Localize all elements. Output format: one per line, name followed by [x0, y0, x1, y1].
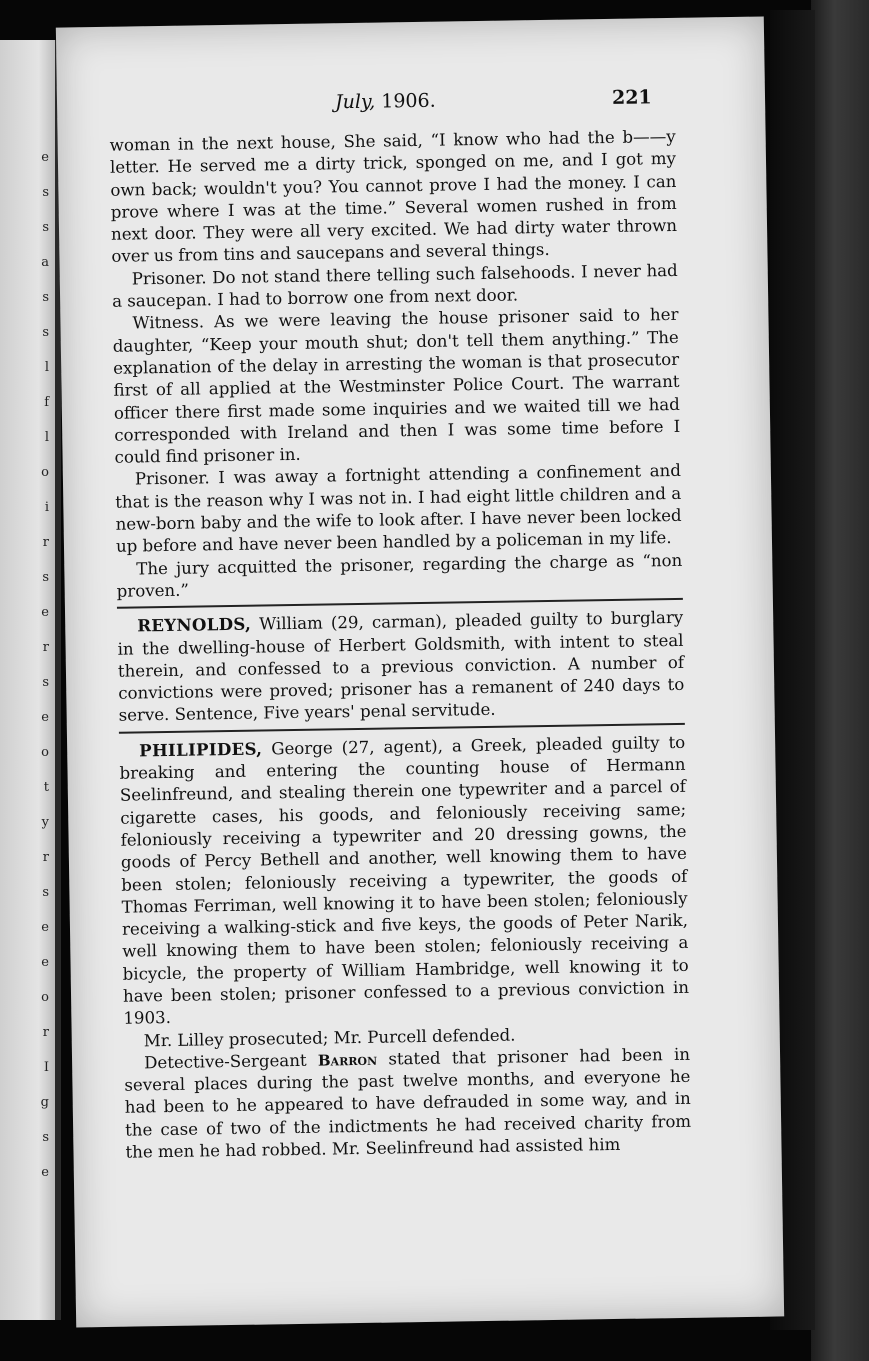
page-number: 221 [611, 86, 652, 109]
paragraph-4: Prisoner. I was away a fortnight attending a confinement and that is the reason why I was not in. I had eight little children and a new-born baby and the wife to look after. I have never been locked up before and have never been handled by a policeman in my life. [115, 461, 682, 557]
facing-page-fragment: s [42, 220, 49, 235]
paragraph-2: Prisoner. Do not stand there telling such falsehoods. I never had a saucepan. I had to borrow one from next door. [111, 260, 678, 311]
case-reynolds [117, 606, 685, 727]
facing-page-fragment: e [41, 920, 49, 935]
paragraph-5: The jury acquitted the prisoner, regarding the charge as “non proven.” [116, 550, 683, 601]
facing-page-fragment: r [42, 850, 49, 865]
facing-page-fragment: o [41, 745, 49, 760]
facing-page-fragment: g [40, 1095, 49, 1110]
header-year: 1906. [381, 89, 436, 113]
facing-page-fragment: s [42, 185, 49, 200]
detective-paragraph [124, 1044, 692, 1164]
book-page [56, 17, 784, 1328]
facing-page-fragment: l [44, 360, 49, 375]
facing-page-fragment: e [41, 150, 49, 165]
running-title [335, 90, 436, 114]
facing-page-fragment: r [42, 1025, 49, 1040]
detective-name: Barron [317, 1050, 378, 1070]
facing-page-fragment: l [44, 430, 49, 445]
facing-page-fragment: e [41, 955, 49, 970]
facing-page-fragment: o [41, 990, 49, 1005]
running-head [57, 85, 765, 124]
case-philipides [119, 731, 689, 1031]
facing-page-fragment: I [43, 1060, 49, 1075]
facing-page-fragment: s [42, 325, 49, 340]
case-reynolds-text: William (29, carman), pleaded guilty to burglary in the dwelling-house of Herbert Goldsmith, with intent to steal therein, and confessed to a previous conviction. A number of convictions were proved; prisoner has a remanent of 240 days to serve. Sentence, Five years' penal servitude. [117, 608, 685, 726]
facing-page-fragment: r [42, 535, 49, 550]
book-right-edge [811, 0, 869, 1361]
facing-page-sliver [0, 40, 61, 1320]
facing-page-fragment: s [42, 885, 49, 900]
facing-page-fragment: a [41, 255, 49, 270]
facing-page-fragment: s [42, 1130, 49, 1145]
facing-page-fragment: f [44, 395, 49, 410]
header-month: July, [334, 90, 376, 114]
facing-page-fragment: s [42, 290, 49, 305]
facing-page-fragment: e [41, 1165, 49, 1180]
counsel-line: Mr. Lilley prosecuted; Mr. Purcell defended. [143, 1025, 516, 1050]
facing-page-fragment: e [41, 605, 49, 620]
facing-page-fragment: s [42, 675, 49, 690]
facing-page-fragment: e [41, 710, 49, 725]
facing-page-fragment: s [42, 570, 49, 585]
facing-page-fragment: y [41, 815, 49, 830]
defendant-name-reynolds: REYNOLDS, [137, 613, 252, 636]
paragraph-3: Witness. As we were leaving the house prisoner said to her daughter, “Keep your mouth shut; don't tell them anything.” The explanation of the delay in arresting the woman is that prosecutor first of all applied at the Westminster Police Court. The warrant officer there first made some inquiries and we waited till we had corresponded with Ireland and then I was some time before I could find prisoner in. [112, 305, 681, 467]
defendant-name-philipides: PHILIPIDES, [139, 738, 263, 761]
facing-page-fragment: t [43, 780, 49, 795]
case-philipides-text: George (27, agent), a Greek, pleaded guilty to breaking and entering the counting house of Hermann Seelinfreund, and stealing therein one typewriter and a parcel of cigarette cases, his goods, and feloniously receiving same; feloniously receiving a typewriter and 20 dressing gowns, the goods of Percy Bethell and another, well knowing them to have been stolen; feloniously receiving a typewriter, the goods of Thomas Ferriman, well knowing it to have been stolen; feloniously receiving a walking-stick and five keys, the goods of Peter Narik, well knowing them to have been stolen; feloniously receiving a bicycle, the property of William Hambridge, well knowing it to have been stolen; prisoner confessed to a previous conviction in 1903. [119, 732, 690, 1028]
facing-page-fragment: r [42, 640, 49, 655]
detective-text: stated that prisoner had been in several places during the past twelve months, and everyone he had been to he appeared to have defrauded in some way, and in the case of two of the indictments he had received charity from the men he had robbed. Mr. Seelinfreund had assisted him [124, 1044, 692, 1162]
paragraph-1: woman in the next house, She said, “I know who had the b——y letter. He served me a dirty trick, sponged on me, and I got my own back; wouldn't you? You cannot prove I had the money. I can prove where I was at the time.” Several women rushed in from next door. They were all very excited. We had dirty water thrown over us from tins and saucepans and several things. [109, 126, 678, 267]
text-column [110, 126, 692, 1164]
detective-prefix: Detective-Sergeant [143, 1050, 319, 1073]
facing-page-fragment: o [41, 465, 49, 480]
facing-page-fragment: i [44, 500, 49, 515]
